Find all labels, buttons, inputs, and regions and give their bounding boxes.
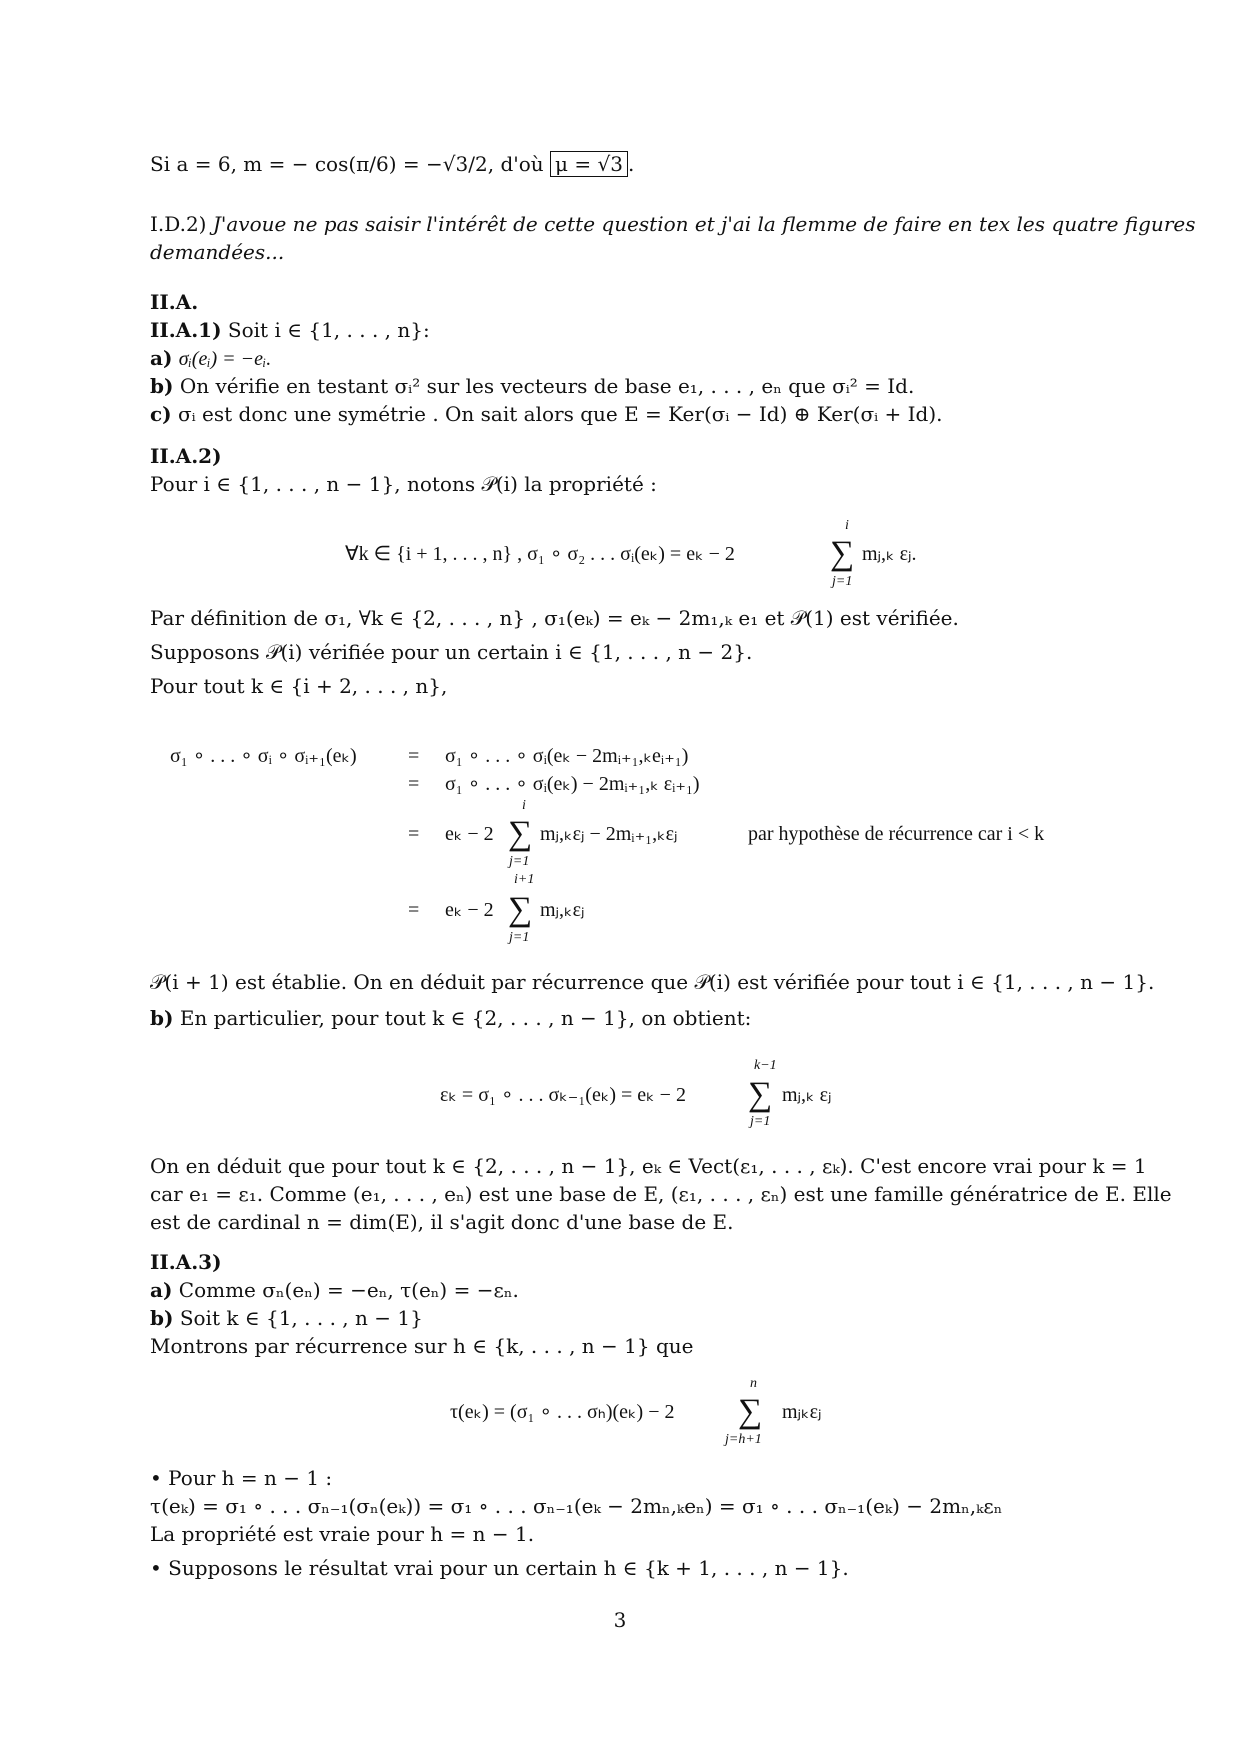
mu-text: Si a = 6, m = − cos(π/6) = −√3/2, d'où — [150, 152, 544, 176]
partb-line: b) En particulier, pour tout k ∈ {2, . . . , n − 1}, on obtient: — [150, 1006, 752, 1030]
par-deduce-3: est de cardinal n = dim(E), il s'agit donc d'une base de E. — [150, 1210, 734, 1234]
par-established: 𝒫(i + 1) est établie. On en déduit par récurrence que 𝒫(i) est vérifiée pour tout i ∈ {1, . . . , n − 1}. — [150, 970, 1155, 994]
line-mu: Si a = 6, m = − cos(π/6) = −√3/2, d'où μ = √3 . — [150, 152, 635, 176]
sum-symbol: ∑ — [830, 535, 855, 572]
iia2-title: II.A.2) — [150, 444, 222, 468]
page-number: 3 — [613, 1608, 627, 1632]
par-for-all: Pour tout k ∈ {i + 2, . . . , n}, — [150, 674, 448, 698]
iia3a-line: a) Comme σₙ(eₙ) = −eₙ, τ(eₙ) = −εₙ. — [150, 1278, 519, 1302]
iia1-text: Soit i ∈ {1, . . . , n}: — [227, 318, 430, 342]
id2-line — [150, 212, 1195, 236]
bullet-induction-step: • Supposons le résultat vrai pour un certain h ∈ {k + 1, . . . , n − 1}. — [150, 1556, 849, 1580]
iia1-label: II.A.1) — [150, 318, 222, 342]
iia1b-line: b) On vérifie en testant σᵢ² sur les vecteurs de base e₁, . . . , eₙ que σᵢ² = Id. — [150, 374, 915, 398]
par-deduce-2: car e₁ = ε₁. Comme (e₁, . . . , eₙ) est une base de E, (ε₁, . . . , εₙ) est une famille génératrice de E. Elle — [150, 1182, 1172, 1206]
sum-symbol: ∑ — [748, 1076, 773, 1113]
bullet-base-case: • Pour h = n − 1 : — [150, 1466, 333, 1490]
par-suppose: Supposons 𝒫(i) vérifiée pour un certain i ∈ {1, . . . , n − 2}. — [150, 640, 753, 664]
id2-line2: demandées... — [150, 240, 285, 264]
par-definition: Par définition de σ₁, ∀k ∈ {2, . . . , n} , σ₁(eₖ) = eₖ − 2m₁,ₖ e₁ et 𝒫(1) est vérifiée. — [150, 606, 959, 630]
iia3-title: II.A.3) — [150, 1250, 222, 1274]
id2-label: I.D.2) — [150, 212, 207, 236]
iia3b-line: b) Soit k ∈ {1, . . . , n − 1} — [150, 1306, 423, 1330]
sum-symbol: ∑ — [738, 1393, 763, 1430]
id2-text: J'avoue ne pas saisir l'intérêt de cette question et j'ai la flemme de faire en tex les quatre figures — [212, 212, 1196, 236]
iia2-text: Pour i ∈ {1, . . . , n − 1}, notons 𝒫(i) la propriété : — [150, 472, 657, 496]
sum-symbol: ∑ — [508, 815, 533, 852]
document-page: Si a = 6, m = − cos(π/6) = −√3/2, d'où μ = √3 . I.D.2) J'avoue ne pas saisir l'intérêt de cette question et j'ai la flemme de faire en tex les quatre figures demandées... II.A. II.A.1) Soit i ∈ {1, . . . , n}: a) σᵢ(eᵢ) = −eᵢ. b) On vérifie en testant σᵢ² sur les vecteurs de base e₁, . . . , eₙ que σᵢ² = Id. c) σᵢ est donc une symétrie . On sait alors que E = Ker(σᵢ − Id) ⊕ Ker(σᵢ + Id). II.A.2) Pour i ∈ {1, . . . , n − 1}, notons 𝒫(i) la propriété : ∀k ∈ {i + 1, . . . , n} , σ₁ ∘ σ₂ . . . σᵢ(eₖ) = eₖ − 2 i ∑ j=1 mⱼ,ₖ εⱼ. Par définition de σ₁, ∀k ∈ {2, . . . , n} , σ₁(eₖ) = eₖ − 2m₁,ₖ e₁ et 𝒫(1) est vérifiée. Supposons 𝒫(i) vérifiée pour un certain i ∈ {1, . . . , n − 2}. Pour tout k ∈ {i + 2, . . . , n}, σ₁ ∘ . . . ∘ σᵢ ∘ σᵢ₊₁(eₖ) = σ₁ ∘ . . . ∘ σᵢ(eₖ − 2mᵢ₊₁,ₖeᵢ₊₁) = σ₁ ∘ . . . ∘ σᵢ(eₖ) − 2mᵢ₊₁,ₖ εᵢ₊₁) = eₖ − 2 i ∑ j=1 mⱼ,ₖεⱼ − 2mᵢ₊₁,ₖεⱼ par hypothèse de récurrence car i < k i+1 = eₖ − 2 ∑ j=1 mⱼ,ₖεⱼ 𝒫(i + 1) est établie. On en déduit par récurrence que 𝒫(i) est vérifiée pour tout i ∈ {1, . . . , n − 1}. b) En particulier, pour tout k ∈ {2, . . . , n − 1}, on obtient: εₖ = σ₁ ∘ . . . σₖ₋₁(eₖ) = eₖ − 2 k−1 ∑ j=1 mⱼ,ₖ εⱼ On en déduit que pour tout k ∈ {2, . . . , n − 1}, eₖ ∈ Vect(ε₁, . . . , εₖ). C'est encore vrai pour k = 1 car e₁ = ε₁. Comme (e₁, . . . , eₙ) est une base de E, (ε₁, . . . , εₙ) est une famille génératrice de E. Elle est de cardinal n = dim(E), il s'agit donc d'une base de E. II.A.3) a) Comme σₙ(eₙ) = −eₙ, τ(eₙ) = −εₙ. b) Soit k ∈ {1, . . . , n − 1} Montrons par récurrence sur h ∈ {k, . . . , n − 1} que τ(eₖ) = (σ₁ ∘ . . . σₕ)(eₖ) − 2 n ∑ j=h+1 mⱼₖεⱼ • Pour h = n − 1 : τ(eₖ) = σ₁ ∘ . . . σₙ₋₁(σₙ(eₖ)) = σ₁ ∘ . . . σₙ₋₁(eₖ − 2mₙ,ₖeₙ) = σ₁ ∘ . . . σₙ₋₁(eₖ) − 2mₙ,ₖεₙ La propriété est vraie pour h = n − 1. • Supposons le résultat vrai pour un certain h ∈ {k + 1, . . . , n − 1}. 3 — [0, 0, 1240, 1754]
iia1a-line: a) σᵢ(eᵢ) = −eᵢ. — [150, 346, 272, 370]
section-iia-title: II.A. — [150, 290, 199, 314]
base-case-equation: τ(eₖ) = σ₁ ∘ . . . σₙ₋₁(σₙ(eₖ)) = σ₁ ∘ . . . σₙ₋₁(eₖ − 2mₙ,ₖeₙ) = σ₁ ∘ . . . σₙ₋₁(eₖ) − 2mₙ,ₖεₙ — [150, 1494, 1003, 1518]
iia1c-line: c) σᵢ est donc une symétrie . On sait alors que E = Ker(σᵢ − Id) ⊕ Ker(σᵢ + Id). — [150, 402, 943, 426]
sum-symbol: ∑ — [508, 891, 533, 928]
par-montrons: Montrons par récurrence sur h ∈ {k, . . . , n − 1} que — [150, 1334, 694, 1358]
base-case-conclusion: La propriété est vraie pour h = n − 1. — [150, 1522, 535, 1546]
par-deduce-1: On en déduit que pour tout k ∈ {2, . . . , n − 1}, eₖ ∈ Vect(ε₁, . . . , εₖ). C'est encore vrai pour k = 1 — [150, 1154, 1147, 1178]
iia1-line — [150, 318, 430, 342]
boxed-result: μ = √3 — [550, 151, 628, 177]
